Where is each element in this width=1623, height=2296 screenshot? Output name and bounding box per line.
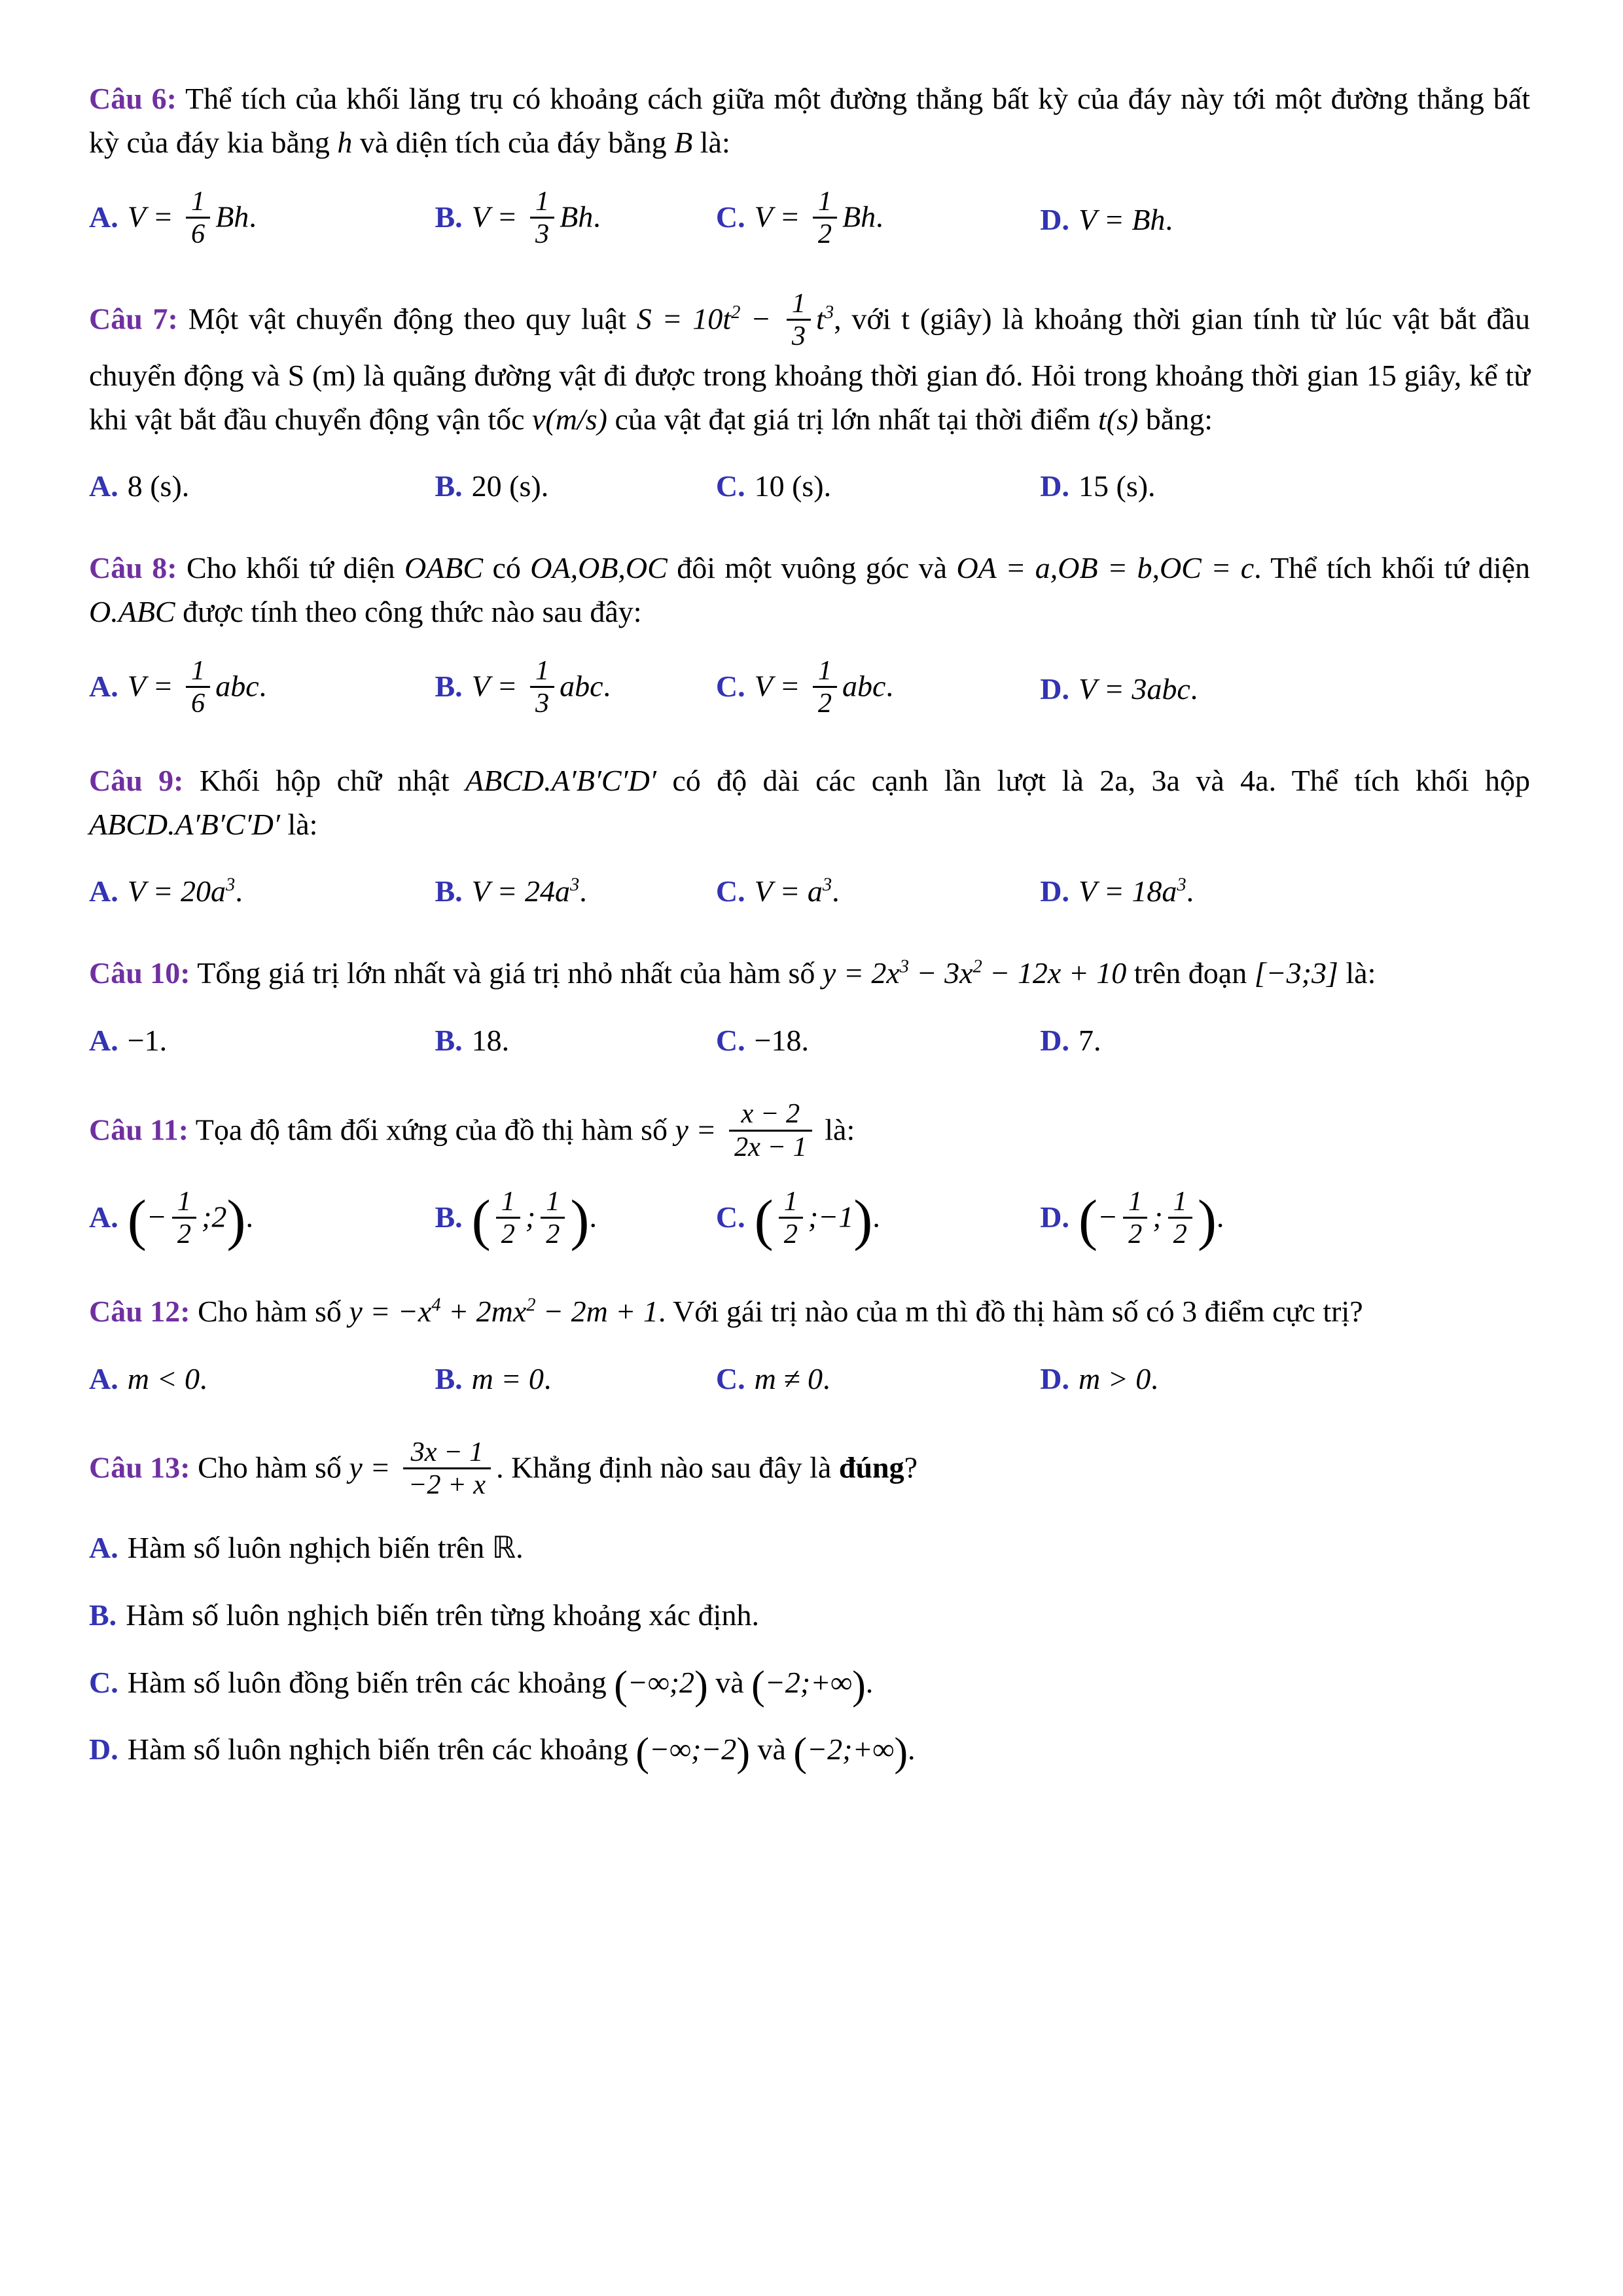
question-text xyxy=(89,547,1530,634)
fraction-numerator: 1 xyxy=(546,1185,560,1217)
choice-a xyxy=(89,1357,435,1401)
text-run: . Khẳng định nào sau đây là xyxy=(496,1450,839,1484)
question-cau-13 xyxy=(89,1437,1530,1775)
math-run: V = xyxy=(754,200,808,234)
fraction-denominator: 3 xyxy=(787,319,811,351)
math-run: ;−1 xyxy=(808,1200,854,1234)
big-paren: ( xyxy=(635,1730,650,1775)
big-paren: ( xyxy=(614,1662,628,1708)
text-run: ? xyxy=(904,1450,918,1484)
text-run: . xyxy=(245,1200,253,1234)
math-run: Bh xyxy=(560,200,594,234)
fraction xyxy=(530,655,554,719)
superscript: 2 xyxy=(526,1295,536,1316)
fraction-denominator: 2 xyxy=(1123,1217,1147,1249)
math-run: y = xyxy=(675,1112,724,1146)
big-paren: ) xyxy=(1197,1188,1217,1252)
question-text xyxy=(89,1098,1530,1165)
text-run: và diện tích của đáy bằng xyxy=(352,125,675,159)
choice-c xyxy=(716,465,1040,509)
text-run: . xyxy=(1165,202,1173,236)
choice-c xyxy=(716,188,1040,252)
choice-c xyxy=(716,870,1040,914)
math-run: ABCD.A′B′C′D′ xyxy=(89,807,280,841)
choice-letter: A. xyxy=(89,469,118,503)
choices xyxy=(89,465,1530,509)
superscript: 3 xyxy=(824,302,834,323)
choice-letter: B. xyxy=(435,669,463,703)
big-paren: ) xyxy=(694,1662,708,1708)
choice-b xyxy=(435,870,715,914)
math-run: Bh xyxy=(215,200,249,234)
fraction-numerator: 1 xyxy=(817,186,832,217)
choice-c xyxy=(89,1661,1530,1708)
choice-b xyxy=(435,465,715,509)
fraction-denominator: 2 xyxy=(813,217,837,249)
text-run: bằng: xyxy=(1138,402,1213,436)
math-run: OA = a,OB = b,OC = c xyxy=(956,550,1255,584)
math-run: V = xyxy=(127,200,181,234)
fraction-numerator: 1 xyxy=(535,186,550,217)
choice-letter: A. xyxy=(89,200,118,234)
math-run: m > 0 xyxy=(1079,1361,1151,1395)
fraction xyxy=(1168,1186,1192,1250)
text-run: . xyxy=(1186,874,1194,908)
fraction xyxy=(779,1186,803,1250)
question-label: Câu 12: xyxy=(89,1295,190,1328)
question-text xyxy=(89,1439,1530,1503)
big-paren: ( xyxy=(127,1188,147,1252)
math-run: − 2m + 1 xyxy=(535,1295,658,1328)
big-paren: ) xyxy=(226,1188,246,1252)
text-run: Khối hộp chữ nhật xyxy=(199,764,465,798)
math-run: h xyxy=(337,125,353,159)
choice-letter: B. xyxy=(435,1023,463,1057)
choice-c xyxy=(716,657,1040,721)
math-run: O.ABC xyxy=(89,594,175,628)
math-run: Bh xyxy=(842,200,876,234)
choice-letter: B. xyxy=(435,200,463,234)
text-run: . xyxy=(603,669,611,703)
choice-letter: D. xyxy=(1040,202,1070,236)
text-run: . xyxy=(1190,672,1198,706)
choice-letter: B. xyxy=(435,469,463,503)
fraction-numerator: 1 xyxy=(191,186,205,217)
fraction xyxy=(172,1186,196,1250)
math-run: + 2mx xyxy=(440,1295,527,1328)
text-run: , với t (giây) là khoảng thời gian tính từ lúc vật bắt đầu chuyển động và S (m) là quãng đường vật đi được trong khoảng thời gian đó. Hỏi trong khoảng thời gian 15 giây, kể từ khi vật bắt đầu chuyển động vận tốc xyxy=(89,302,1531,436)
question-cau-12 xyxy=(89,1290,1530,1401)
choice-d xyxy=(1040,1019,1530,1063)
big-paren: ) xyxy=(736,1730,750,1775)
choice-letter: C. xyxy=(715,1361,745,1395)
text-run: . xyxy=(235,874,243,908)
choices xyxy=(89,657,1530,721)
fraction-numerator: 1 xyxy=(791,287,806,319)
big-paren: ( xyxy=(754,1188,774,1252)
choice-letter: A. xyxy=(89,1023,118,1057)
text-run: đôi một vuông góc và xyxy=(667,550,957,584)
text-run: Một vật chuyển động theo quy luật xyxy=(188,302,637,336)
math-run: −2;+∞ xyxy=(764,1665,853,1699)
question-text xyxy=(89,952,1530,996)
text-run: −18. xyxy=(754,1023,810,1057)
choice-letter: D. xyxy=(1040,1200,1070,1234)
text-run: . xyxy=(885,669,893,703)
question-cau-10 xyxy=(89,952,1530,1062)
math-run: v(m/s) xyxy=(532,402,608,436)
math-run: OA,OB,OC xyxy=(530,550,668,584)
choice-d xyxy=(1040,870,1530,914)
fraction-denominator: 2 xyxy=(496,1217,520,1249)
choice-letter: B. xyxy=(435,874,463,908)
fraction xyxy=(1123,1186,1147,1250)
math-run: y = −x xyxy=(349,1295,432,1328)
choice-letter: A. xyxy=(89,1361,118,1395)
text-run: Cho hàm số xyxy=(198,1295,349,1328)
fraction-numerator: 1 xyxy=(783,1185,798,1217)
math-run: V = xyxy=(754,669,808,703)
superscript: 3 xyxy=(569,875,580,896)
text-run: . xyxy=(865,1665,874,1699)
text-run: 15 (s). xyxy=(1079,469,1156,503)
choice-a xyxy=(89,1185,435,1252)
math-run: − xyxy=(740,302,781,336)
choice-c xyxy=(715,1185,1040,1252)
math-run: V = 18a xyxy=(1079,874,1177,908)
big-paren: ) xyxy=(570,1188,590,1252)
fraction-denominator: 2 xyxy=(172,1217,196,1249)
math-run: ;2 xyxy=(202,1200,227,1234)
fraction-numerator: 1 xyxy=(1173,1185,1187,1217)
fraction xyxy=(530,186,554,250)
math-run: S = 10t xyxy=(636,302,732,336)
fraction-numerator: 3x − 1 xyxy=(410,1437,484,1467)
math-run: ABCD.A′B′C′D′ xyxy=(465,764,656,798)
question-cau-11 xyxy=(89,1098,1530,1253)
text-run: . xyxy=(593,200,601,234)
choice-c xyxy=(716,1357,1040,1401)
superscript: 3 xyxy=(899,956,910,977)
text-run: Cho khối tứ diện xyxy=(186,550,404,584)
text-run: . xyxy=(249,200,257,234)
math-run: B xyxy=(674,125,693,159)
math-run: V = xyxy=(471,200,525,234)
fraction-denominator: 2 xyxy=(1168,1217,1192,1249)
choice-letter: B. xyxy=(89,1598,117,1632)
choice-b xyxy=(435,1019,715,1063)
choice-letter: D. xyxy=(1040,469,1070,503)
choice-a xyxy=(89,657,435,721)
math-run: [−3;3] xyxy=(1254,956,1338,990)
fraction xyxy=(403,1437,491,1501)
text-run: có xyxy=(483,550,531,584)
math-run: V = xyxy=(471,669,525,703)
choices xyxy=(89,870,1530,914)
math-run: m ≠ 0 xyxy=(754,1361,823,1395)
fraction-numerator: 1 xyxy=(501,1185,515,1217)
question-cau-6 xyxy=(89,77,1530,252)
math-run: V = 20a xyxy=(127,874,226,908)
choices xyxy=(89,1357,1530,1401)
math-run: ; xyxy=(525,1200,536,1234)
fraction xyxy=(813,186,837,250)
choices xyxy=(89,188,1530,252)
question-cau-7 xyxy=(89,287,1531,509)
math-run: t(s) xyxy=(1097,402,1139,436)
math-run: y = 2x xyxy=(822,956,900,990)
text-run: Hàm số luôn nghịch biến trên ℝ. xyxy=(127,1531,524,1565)
math-run: −∞;2 xyxy=(627,1665,695,1699)
text-run: . xyxy=(872,1200,880,1234)
text-run: . xyxy=(259,669,267,703)
fraction xyxy=(541,1186,565,1250)
text-run: Hàm số luôn nghịch biến trên các khoảng xyxy=(127,1732,636,1767)
question-label: Câu 6: xyxy=(89,82,177,115)
text-run: Thể tích của khối lăng trụ có khoảng cách giữa một đường thẳng bất kỳ của đáy này tới một đường thẳng bất kỳ của đáy kia bằng xyxy=(89,82,1530,159)
math-run: − 3x xyxy=(909,956,973,990)
text-run: . xyxy=(200,1361,207,1395)
choices xyxy=(89,1185,1530,1252)
text-run: Tọa độ tâm đối xứng của đồ thị hàm số xyxy=(195,1112,675,1146)
choice-letter: C. xyxy=(89,1665,118,1699)
choice-letter: B. xyxy=(435,1361,463,1395)
choice-letter: B. xyxy=(435,1200,463,1234)
math-run: abc xyxy=(215,669,259,703)
question-label: Câu 9: xyxy=(89,764,184,798)
math-run: − xyxy=(146,1200,167,1234)
math-run: y = xyxy=(349,1450,398,1484)
text-run: 18. xyxy=(471,1023,510,1057)
choice-letter: D. xyxy=(1040,874,1070,908)
math-run: V = Bh xyxy=(1079,202,1166,236)
fraction xyxy=(186,186,210,250)
choice-letter: C. xyxy=(715,200,745,234)
big-paren: ) xyxy=(894,1730,908,1775)
question-text xyxy=(89,759,1530,846)
text-run: . Với gái trị nào của m thì đồ thị hàm số có 3 điểm cực trị? xyxy=(658,1295,1363,1328)
math-run: − xyxy=(1097,1200,1118,1234)
math-run: abc xyxy=(842,669,886,703)
fraction-denominator: 6 xyxy=(186,217,210,249)
fraction-numerator: 1 xyxy=(1128,1185,1143,1217)
fraction xyxy=(496,1186,520,1250)
math-run: V = 24a xyxy=(471,874,570,908)
text-run: 10 (s). xyxy=(754,469,832,503)
superscript: 3 xyxy=(822,875,832,896)
math-run: m = 0 xyxy=(471,1361,544,1395)
math-run: t xyxy=(816,302,825,336)
fraction xyxy=(813,655,837,719)
text-run: Hàm số luôn nghịch biến trên từng khoảng xác định. xyxy=(126,1598,759,1632)
text-run: . xyxy=(832,874,840,908)
text-run: Hàm số luôn đồng biến trên các khoảng xyxy=(127,1665,615,1699)
choice-b xyxy=(435,1185,715,1252)
choice-a xyxy=(89,465,435,509)
text-run: là: xyxy=(279,807,318,841)
question-text xyxy=(89,77,1530,164)
choice-d xyxy=(89,1728,1530,1775)
text-run: trên đoạn xyxy=(1126,956,1255,990)
text-run: và xyxy=(750,1732,794,1767)
text-run: Cho hàm số xyxy=(198,1450,349,1484)
fraction-numerator: 1 xyxy=(817,655,832,686)
choice-letter: D. xyxy=(1040,1361,1070,1395)
choice-letter: C. xyxy=(715,469,745,503)
text-run: . xyxy=(1150,1361,1158,1395)
question-text xyxy=(89,287,1531,441)
choice-letter: A. xyxy=(89,669,118,703)
math-run: V = 3abc xyxy=(1079,672,1190,706)
text-run: và xyxy=(707,1665,752,1699)
choice-b xyxy=(435,1357,715,1401)
text-run: . xyxy=(543,1361,552,1395)
text-run: . xyxy=(589,1200,597,1234)
math-run: m < 0 xyxy=(127,1361,200,1395)
big-paren: ( xyxy=(793,1730,808,1775)
fraction-numerator: 1 xyxy=(177,1185,192,1217)
text-run: . xyxy=(908,1732,916,1767)
fraction-denominator: 6 xyxy=(186,686,210,719)
questions-list xyxy=(89,77,1531,1775)
question-label: Câu 10: xyxy=(89,956,190,990)
big-paren: ) xyxy=(852,1662,866,1708)
choice-letter: D. xyxy=(1040,672,1070,706)
math-run: −2;+∞ xyxy=(807,1732,895,1767)
fraction xyxy=(729,1098,812,1162)
bold-run: đúng xyxy=(838,1450,904,1484)
choice-d xyxy=(1040,1357,1530,1401)
text-run: được tính theo công thức nào sau đây: xyxy=(175,594,642,628)
text-run: −1. xyxy=(127,1023,168,1057)
question-label: Câu 8: xyxy=(89,550,177,584)
choice-letter: C. xyxy=(715,1023,745,1057)
text-run: . xyxy=(876,200,883,234)
big-paren: ) xyxy=(853,1188,873,1252)
question-label: Câu 7: xyxy=(89,302,178,336)
choice-a xyxy=(89,1019,435,1063)
question-text xyxy=(89,1290,1530,1334)
math-run: OABC xyxy=(404,550,484,584)
fraction-denominator: 3 xyxy=(530,686,554,719)
text-run: Tổng giá trị lớn nhất và giá trị nhỏ nhất của hàm số xyxy=(197,956,823,990)
question-label: Câu 11: xyxy=(89,1112,189,1146)
choice-letter: A. xyxy=(89,1200,118,1234)
choice-letter: D. xyxy=(89,1732,118,1767)
big-paren: ( xyxy=(1079,1188,1098,1252)
fraction-numerator: x − 2 xyxy=(741,1098,800,1130)
text-run: 7. xyxy=(1079,1023,1101,1057)
fraction xyxy=(186,655,210,719)
choices xyxy=(89,1019,1530,1063)
fraction-denominator: 3 xyxy=(530,217,554,249)
choice-letter: C. xyxy=(715,669,745,703)
choice-b xyxy=(435,188,715,252)
choice-letter: D. xyxy=(1040,1023,1070,1057)
math-run: − 12x + 10 xyxy=(982,956,1127,990)
text-run: là: xyxy=(692,125,730,159)
choice-d xyxy=(1040,198,1530,242)
text-run: 20 (s). xyxy=(471,469,549,503)
choice-b xyxy=(89,1594,1530,1638)
math-run: V = a xyxy=(754,874,823,908)
question-cau-8 xyxy=(89,547,1530,721)
fraction-denominator: 2 xyxy=(541,1217,565,1249)
fraction-numerator: 1 xyxy=(191,655,205,686)
fraction xyxy=(787,288,811,352)
fraction-denominator: 2 xyxy=(813,686,837,719)
text-run: của vật đạt giá trị lớn nhất tại thời điểm xyxy=(607,402,1098,436)
math-run: ; xyxy=(1152,1200,1163,1234)
choices xyxy=(89,1526,1530,1775)
superscript: 4 xyxy=(431,1295,441,1316)
choice-a xyxy=(89,1526,1530,1570)
superscript: 3 xyxy=(1177,875,1186,896)
text-run: là: xyxy=(1338,956,1376,990)
question-label: Câu 13: xyxy=(89,1450,190,1484)
math-run: −∞;−2 xyxy=(649,1732,737,1767)
text-run: . xyxy=(823,1361,830,1395)
fraction-denominator: 2 xyxy=(779,1217,803,1249)
fraction-denominator: 2x − 1 xyxy=(729,1130,812,1162)
choice-d xyxy=(1040,1185,1530,1252)
choice-c xyxy=(716,1019,1040,1063)
fraction-denominator: −2 + x xyxy=(403,1467,491,1500)
superscript: 2 xyxy=(731,302,741,323)
choice-a xyxy=(89,870,435,914)
choice-b xyxy=(435,657,715,721)
superscript: 3 xyxy=(226,875,236,896)
question-cau-9 xyxy=(89,759,1530,914)
math-run: abc xyxy=(560,669,603,703)
choice-letter: A. xyxy=(89,874,118,908)
choice-d xyxy=(1040,465,1530,509)
choice-letter: C. xyxy=(715,874,745,908)
text-run: . Thể tích khối tứ diện xyxy=(1254,550,1531,584)
superscript: 2 xyxy=(972,956,982,977)
text-run: . xyxy=(579,874,587,908)
choice-d xyxy=(1040,668,1530,711)
text-run: là: xyxy=(817,1112,855,1146)
choice-a xyxy=(89,188,435,252)
choice-letter: C. xyxy=(715,1200,745,1234)
text-run: 8 (s). xyxy=(127,469,190,503)
math-run: V = xyxy=(127,669,181,703)
big-paren: ( xyxy=(751,1662,765,1708)
choice-letter: A. xyxy=(89,1531,118,1565)
big-paren: ( xyxy=(471,1188,491,1252)
fraction-numerator: 1 xyxy=(535,655,550,686)
text-run: có độ dài các cạnh lần lượt là 2a, 3a và 4a. Thể tích khối hộp xyxy=(656,764,1531,798)
text-run: . xyxy=(1216,1200,1224,1234)
